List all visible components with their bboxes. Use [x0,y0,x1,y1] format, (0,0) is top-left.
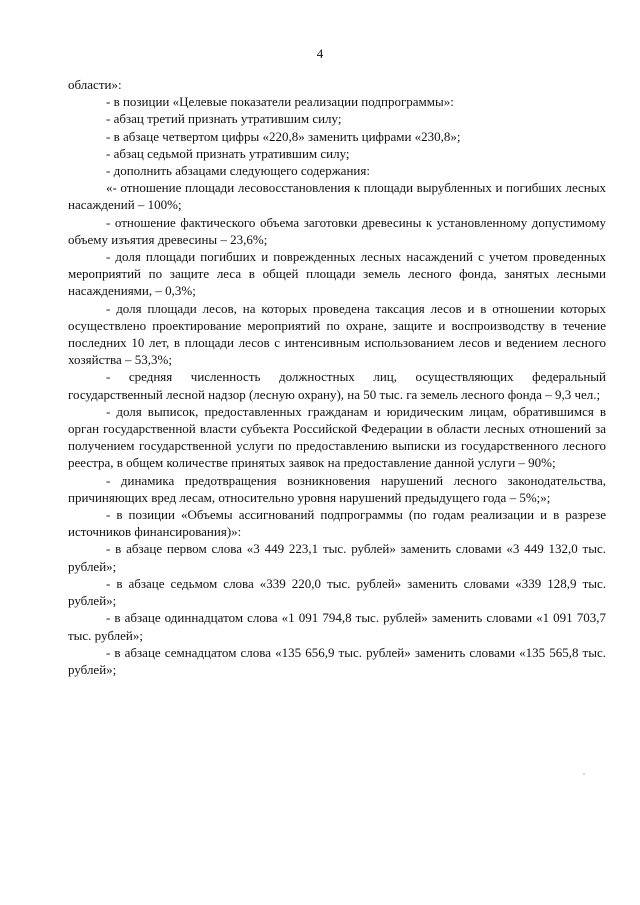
paragraph-violations-dynamics: - динамика предотвращения возникновения нарушений лесного законодательства, причиняющих вред лесам, относительно уровня нарушений предыдущего года – 5%;»; [68,472,606,505]
paragraph-continuation: области»: [68,77,122,92]
paragraph-seventh-funding: - в абзаце седьмом слова «339 220,0 тыс. рублей» заменить словами «339 128,9 тыс. рублей»; [68,575,606,609]
paragraph-extracts-share: - доля выписок, предоставленных гражданам и юридическим лицам, обратившимся в орган государственной власти субъекта Российской Федерации в области лесных отношений за получением государственной услуги по предоставлению выписки из государственного лесного реестра, в общем количестве принятых заявок на предоставление данной услуги – 90%; [68,403,606,471]
paragraph-seventh-void: - абзац седьмой признать утратившим силу; [106,145,350,161]
paragraph-first-funding: - в абзаце первом слова «3 449 223,1 тыс. рублей» заменить словами «3 449 132,0 тыс. рублей»; [68,541,606,574]
paragraph-seventeenth-funding: - в абзаце семнадцатом слова «135 656,9 тыс. рублей» заменить словами «135 565,8 тыс. рублей»; [68,644,606,677]
paragraph-eleventh-funding: - в абзаце одиннадцатом слова «1 091 794,8 тыс. рублей» заменить словами «1 091 703,7 тыс. рублей»; [68,610,606,643]
paragraph-taxation-share: - доля площади лесов, на которых проведена таксация лесов и в отношении которых осуществлено проектирование мероприятий по охране, защите и воспроизводству в течение последних 10 лет, в площади лесов с интенсивным использованием лесов и ведением лесного хозяйства – 53,3%; [68,300,606,368]
paragraph-officials-count: - средняя численность должностных лиц, осуществляющих федеральный государственный лесной надзор (лесную охрану), на 50 тыс. га земель лесного фонда – 9,3 чел.; [68,369,606,402]
paragraph-reforestation-ratio: «- отношение площади лесовосстановления к площади вырубленных и погибших лесных насаждений – 100%; [68,180,606,213]
paragraph-fourth-figures: - в абзаце четвертом цифры «220,8» заменить цифрами «230,8»; [106,128,461,144]
paragraph-add-clauses: - дополнить абзацами следующего содержания: [106,163,370,179]
page-number: 4 [316,46,324,61]
paragraph-position-targets: - в позиции «Целевые показатели реализации подпрограммы»: [106,94,454,110]
paragraph-damaged-forest-share: - доля площади погибших и поврежденных лесных насаждений с учетом проведенных мероприятий по защите леса в общей площади земель лесного фонда, занятых лесными насаждениями, – 0,3%; [68,249,606,299]
scan-artifact [583,773,585,775]
paragraph-harvest-ratio: - отношение фактического объема заготовки древесины к установленному допустимому объему изъятия древесины – 23,6%; [68,214,606,247]
paragraph-third-void: - абзац третий признать утратившим силу; [106,111,342,127]
paragraph-position-funding: - в позиции «Объемы ассигнований подпрограммы (по годам реализации и в разрезе источников финансирования)»: [68,507,606,540]
document-body [68,76,606,678]
